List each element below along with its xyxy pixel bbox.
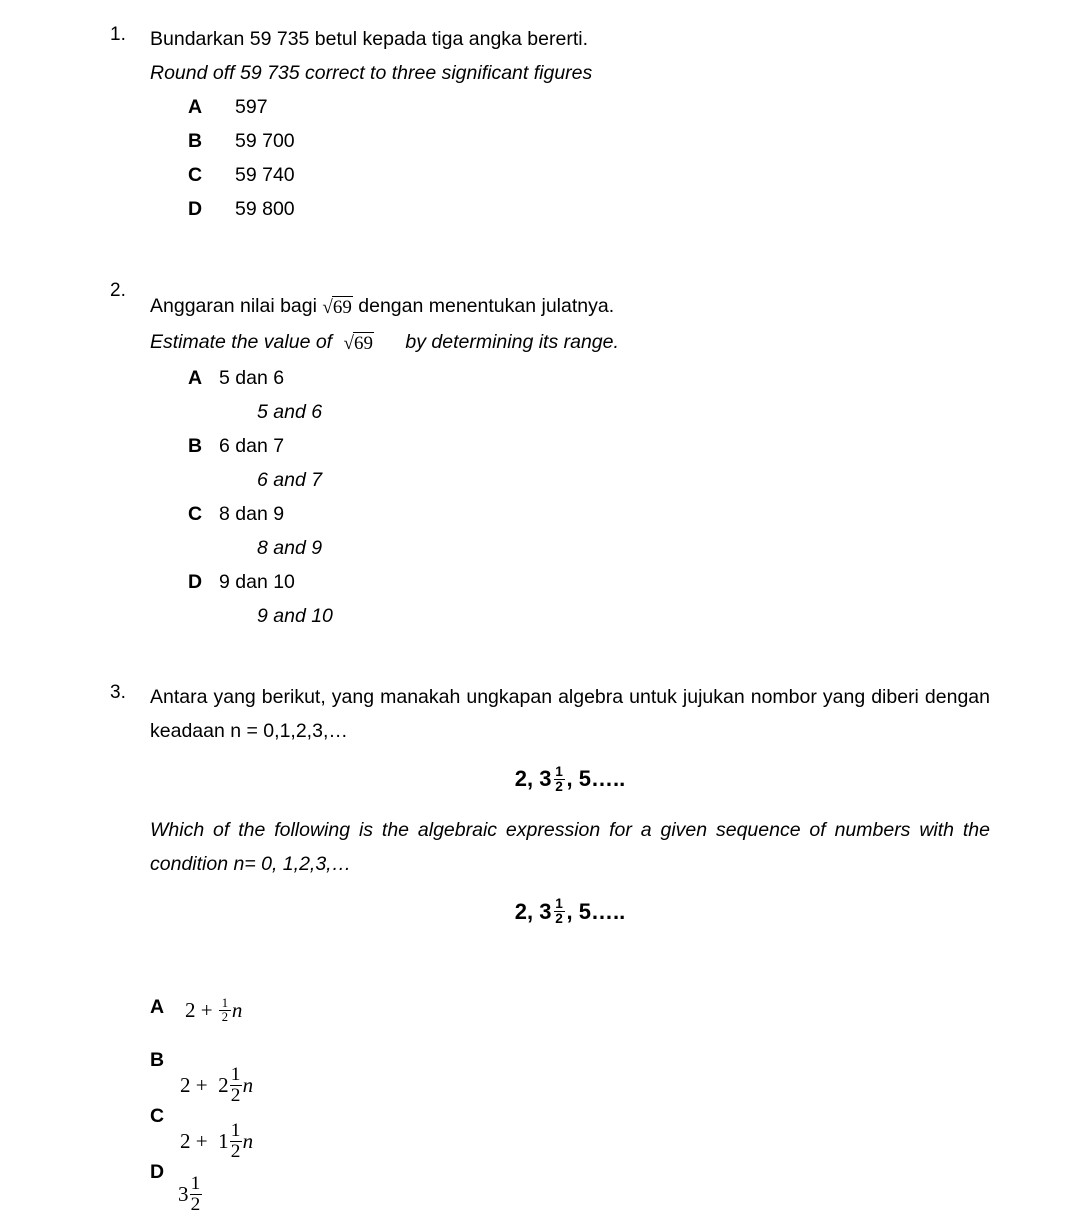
variable-n: n bbox=[242, 1073, 254, 1098]
fraction-denominator: 2 bbox=[221, 1010, 228, 1025]
question-1-body bbox=[150, 22, 990, 226]
option-letter: D bbox=[188, 571, 203, 593]
question-3-number: 3. bbox=[110, 682, 126, 703]
question-1-option-b[interactable] bbox=[150, 124, 990, 158]
question-2-option-c-english: 8 and 9 bbox=[257, 537, 323, 559]
expression-lead: 2 + bbox=[180, 1073, 208, 1098]
sequence-first-term: 2, bbox=[514, 766, 534, 791]
question-3-sequence-english bbox=[150, 897, 990, 928]
option-letter: A bbox=[150, 996, 165, 1018]
question-2-option-b-english: 6 and 7 bbox=[257, 469, 323, 491]
sequence-expression bbox=[515, 764, 625, 795]
sqrt-69-icon bbox=[322, 291, 352, 325]
sequence-expression bbox=[515, 897, 625, 928]
question-3-option-d[interactable] bbox=[110, 1160, 530, 1216]
option-letter: C bbox=[188, 164, 203, 186]
option-letter: A bbox=[188, 367, 203, 389]
math-expression bbox=[180, 1065, 253, 1107]
stem-text-after: dengan menentukan julatnya. bbox=[358, 295, 615, 317]
variable-n: n bbox=[242, 1129, 254, 1154]
question-3 bbox=[110, 680, 990, 1216]
question-3-stem-malay: Antara yang berikut, yang manakah ungkapan algebra untuk jujukan nombor yang diberi dengan keadaan n = 0,1,2,3,… bbox=[150, 686, 990, 742]
option-expression bbox=[185, 997, 242, 1024]
whole-number: 2 bbox=[218, 1073, 229, 1098]
option-text: 59 700 bbox=[235, 130, 295, 152]
option-expression bbox=[180, 1065, 253, 1107]
fraction-denominator: 2 bbox=[555, 778, 563, 794]
question-2-stem-english bbox=[150, 325, 990, 361]
sqrt-69-icon bbox=[344, 327, 374, 361]
option-letter: D bbox=[150, 1161, 165, 1183]
fraction-numerator: 1 bbox=[555, 763, 563, 779]
option-letter: C bbox=[188, 503, 203, 525]
sequence-last-term: , 5….. bbox=[566, 766, 626, 791]
option-text: 5 dan 6 bbox=[219, 367, 285, 389]
option-text: 9 dan 10 bbox=[219, 571, 295, 593]
fraction-numerator: 1 bbox=[190, 1173, 201, 1194]
option-text: 8 dan 9 bbox=[219, 503, 285, 525]
whole-number: 3 bbox=[178, 1182, 189, 1207]
variable-n: n bbox=[231, 998, 243, 1023]
option-letter: B bbox=[188, 435, 203, 457]
question-3-option-a[interactable] bbox=[110, 995, 530, 1047]
fraction-numerator: 1 bbox=[230, 1064, 241, 1085]
question-2-stem-malay bbox=[150, 289, 990, 325]
option-letter: A bbox=[188, 96, 203, 118]
fraction-one-half bbox=[230, 1121, 242, 1163]
fraction-denominator: 2 bbox=[555, 911, 563, 927]
option-letter: D bbox=[188, 198, 203, 220]
question-2-number: 2. bbox=[110, 280, 126, 301]
question-1 bbox=[110, 22, 990, 226]
fraction-one-half bbox=[554, 897, 565, 926]
radicand: 69 bbox=[353, 333, 373, 354]
expression-lead: 2 + bbox=[180, 1129, 208, 1154]
fraction-denominator: 2 bbox=[230, 1141, 241, 1163]
stem-text-after: by determining its range. bbox=[405, 331, 619, 353]
question-2-option-a-english: 5 and 6 bbox=[257, 401, 323, 423]
question-3-body bbox=[150, 680, 990, 927]
question-3-option-b[interactable] bbox=[110, 1048, 530, 1107]
question-2-option-d[interactable] bbox=[150, 565, 990, 599]
sequence-last-term: , 5….. bbox=[566, 898, 626, 924]
fraction-one-half bbox=[190, 1174, 202, 1216]
question-2-option-c[interactable] bbox=[150, 497, 990, 531]
stem-text-before: Anggaran nilai bagi bbox=[150, 295, 317, 317]
question-3-stem-english: Which of the following is the algebraic expression for a given sequence of numbers with the condition n= 0, 1,2,3,… bbox=[150, 818, 990, 875]
radical-symbol: √ bbox=[322, 297, 333, 318]
option-letter: C bbox=[150, 1105, 165, 1127]
fraction-one-half bbox=[219, 997, 231, 1024]
question-1-option-a[interactable] bbox=[150, 90, 990, 124]
fraction-numerator: 1 bbox=[555, 896, 563, 912]
sequence-second-term: 3 bbox=[539, 898, 552, 924]
math-expression bbox=[185, 997, 242, 1024]
question-1-option-c[interactable] bbox=[150, 158, 990, 192]
option-text: 597 bbox=[235, 96, 268, 118]
question-1-option-d[interactable] bbox=[150, 192, 990, 226]
option-text: 6 dan 7 bbox=[219, 435, 285, 457]
question-2-body bbox=[150, 278, 990, 633]
option-expression bbox=[178, 1174, 203, 1216]
option-letter: B bbox=[188, 130, 203, 152]
fraction-denominator: 2 bbox=[230, 1085, 241, 1107]
radicand: 69 bbox=[332, 297, 352, 318]
option-expression bbox=[180, 1121, 253, 1163]
question-2 bbox=[110, 278, 990, 633]
question-3-sequence-malay bbox=[150, 764, 990, 795]
fraction-denominator: 2 bbox=[190, 1194, 201, 1216]
question-2-option-d-english: 9 and 10 bbox=[257, 605, 333, 627]
option-text: 59 740 bbox=[235, 164, 295, 186]
sequence-first-term: 2, bbox=[514, 898, 534, 924]
stem-text-before: Estimate the value of bbox=[150, 331, 333, 353]
sequence-second-term: 3 bbox=[539, 766, 552, 791]
question-2-option-a[interactable] bbox=[150, 361, 990, 395]
question-1-stem-english: Round off 59 735 correct to three significant figures bbox=[150, 62, 593, 84]
whole-number: 1 bbox=[218, 1129, 229, 1154]
fraction-one-half bbox=[554, 765, 565, 794]
question-1-number: 1. bbox=[110, 24, 126, 45]
question-3-option-c[interactable] bbox=[110, 1104, 530, 1163]
question-1-stem-malay: Bundarkan 59 735 betul kepada tiga angka bererti. bbox=[150, 28, 588, 50]
radical-symbol: √ bbox=[343, 333, 354, 354]
fraction-numerator: 1 bbox=[230, 1120, 241, 1141]
option-text: 59 800 bbox=[235, 198, 295, 220]
fraction-one-half bbox=[230, 1065, 242, 1107]
math-expression bbox=[180, 1121, 253, 1163]
math-expression bbox=[178, 1174, 203, 1216]
option-letter: B bbox=[150, 1049, 165, 1071]
fraction-numerator: 1 bbox=[221, 996, 228, 1010]
question-2-option-b[interactable] bbox=[150, 429, 990, 463]
expression-lead: 2 + bbox=[185, 998, 213, 1023]
